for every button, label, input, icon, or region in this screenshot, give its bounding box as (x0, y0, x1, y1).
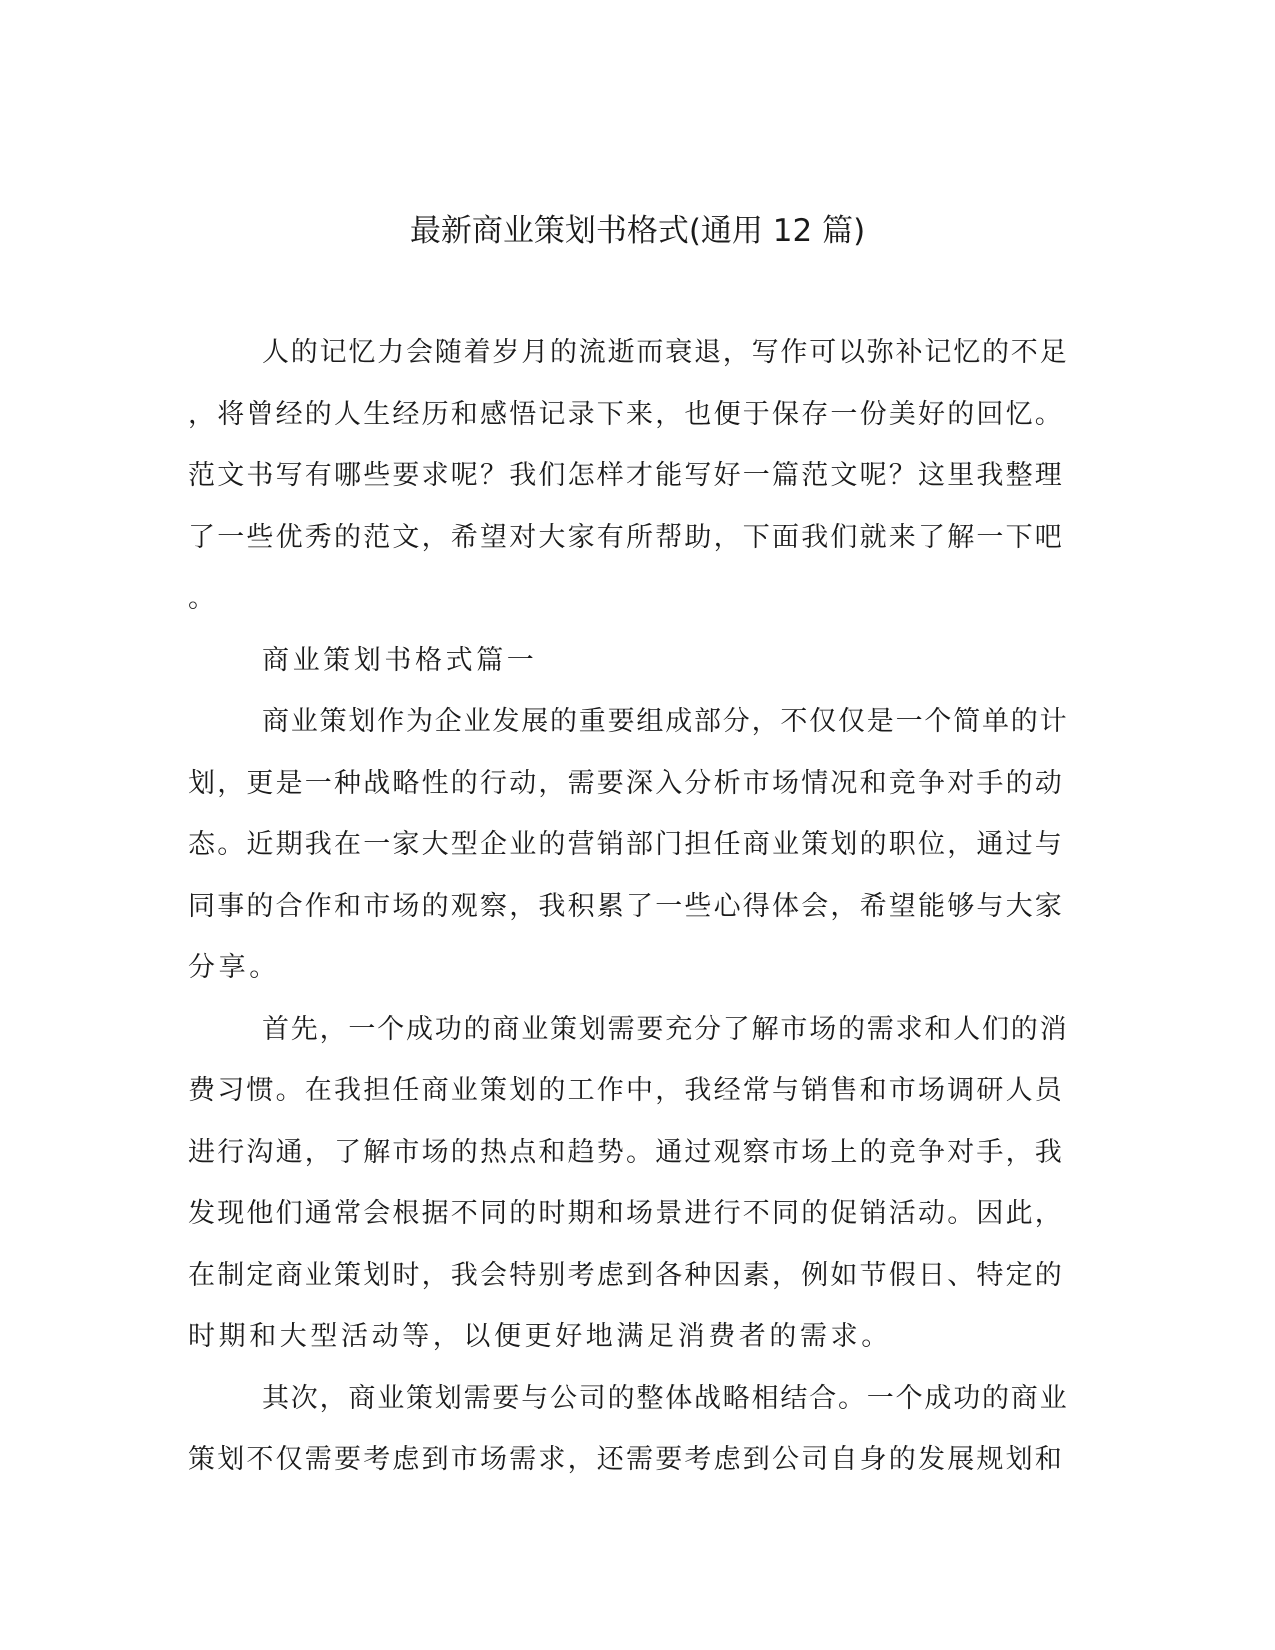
text-line: 策划不仅需要考虑到市场需求，还需要考虑到公司自身的发展规划和 (188, 1444, 1064, 1475)
text-line: 时期和大型活动等，以便更好地满足消费者的需求。 (188, 1321, 892, 1352)
text-line: 在制定商业策划时，我会特别考虑到各种因素，例如节假日、特定的 (188, 1259, 1064, 1291)
text-line: 态。近期我在一家大型企业的营销部门担任商业策划的职位，通过与 (188, 829, 1064, 860)
text-line: 商业策划作为企业发展的重要组成部分，不仅仅是一个简单的计 (262, 706, 1069, 737)
text-line: 费习惯。在我担任商业策划的工作中，我经常与销售和市场调研人员 (188, 1075, 1064, 1106)
text-line: 同事的合作和市场的观察，我积累了一些心得体会，希望能够与大家 (188, 890, 1064, 922)
text-line: 。 (188, 583, 219, 614)
text-line: 分享。 (188, 952, 280, 983)
text-line: 人的记忆力会随着岁月的流逝而衰退，写作可以弥补记忆的不足 (262, 337, 1069, 368)
text-line: 了一些优秀的范文，希望对大家有所帮助，下面我们就来了解一下吧 (188, 521, 1064, 553)
text-line: 商业策划书格式篇一 (262, 644, 538, 676)
text-line: 划，更是一种战略性的行动，需要深入分析市场情况和竞争对手的动 (188, 767, 1064, 799)
text-line: 其次，商业策划需要与公司的整体战略相结合。一个成功的商业 (262, 1382, 1069, 1414)
document-title: 最新商业策划书格式(通用 12 篇) (409, 213, 866, 249)
text-line: 发现他们通常会根据不同的时期和场景进行不同的促销活动。因此， (188, 1198, 1064, 1229)
text-line: ，将曾经的人生经历和感悟记录下来，也便于保存一份美好的回忆。 (188, 398, 1064, 430)
text-line: 首先，一个成功的商业策划需要充分了解市场的需求和人们的消 (262, 1013, 1069, 1045)
text-line: 范文书写有哪些要求呢？我们怎样才能写好一篇范文呢？这里我整理 (188, 460, 1064, 491)
text-line: 进行沟通，了解市场的热点和趋势。通过观察市场上的竞争对手，我 (188, 1136, 1064, 1168)
document-body (188, 328, 1068, 1497)
